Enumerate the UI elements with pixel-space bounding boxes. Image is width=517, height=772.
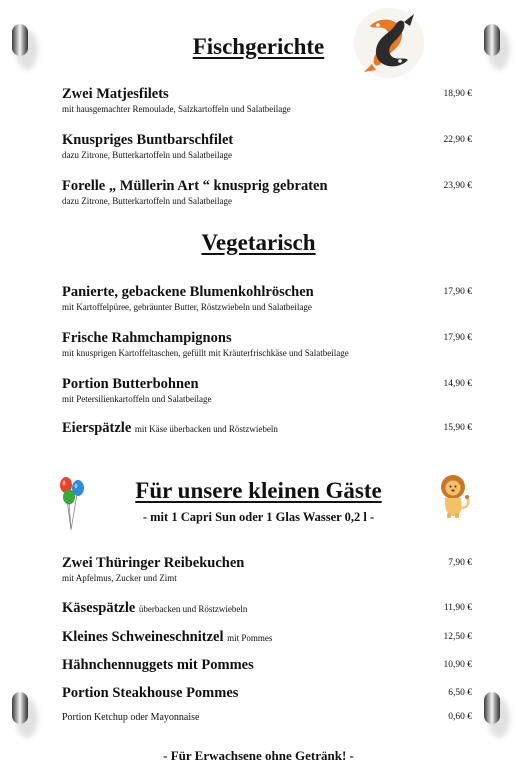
menu-item [62, 132, 472, 161]
menu-item [62, 657, 472, 674]
item-name: Hähnchennuggets mit Pommes [62, 657, 254, 673]
item-desc: mit knusprigen Kartoffeltaschen, gefüllt mit Kräuterfrischkäse und Salatbeilage [62, 348, 349, 358]
item-name: Kleines Schweineschnitzel [62, 629, 224, 645]
menu-item [62, 284, 472, 313]
menu-item [62, 178, 472, 207]
item-price: 18,90 € [443, 89, 472, 99]
item-price: 7,90 € [448, 558, 472, 568]
item-price: 23,90 € [443, 181, 472, 191]
menu-item [62, 629, 472, 647]
menu-item [62, 376, 472, 405]
item-desc: dazu Zitrone, Butterkartoffeln und Salatbeilage [62, 150, 233, 160]
item-desc: mit Petersilienkartoffeln und Salatbeilage [62, 394, 212, 404]
item-name: Zwei Thüringer Reibekuchen [62, 555, 245, 571]
item-desc: mit Käse überbacken und Röstzwiebeln [134, 424, 278, 434]
menu-item [62, 685, 472, 702]
menu-item [62, 330, 472, 359]
item-price: 12,50 € [443, 632, 472, 642]
section-subtitle-kids: - mit 1 Capri Sun oder 1 Glas Wasser 0,2 l - [142, 510, 375, 524]
item-desc: dazu Zitrone, Butterkartoffeln und Salatbeilage [62, 196, 233, 206]
item-name: Forelle „ Müllerin Art “ knusprig gebraten [62, 178, 328, 194]
menu-item [62, 420, 472, 438]
section-title-veg: Vegetarisch [201, 230, 316, 255]
item-name: Knuspriges Buntbarschfilet [62, 132, 234, 148]
pushpin-icon [484, 692, 502, 726]
item-price: 17,90 € [443, 333, 472, 343]
item-price: 0,60 € [448, 712, 472, 722]
item-name: Portion Steakhouse Pommes [62, 685, 239, 701]
section-title-fish: Fischgerichte [192, 34, 325, 59]
item-name: Portion Butterbohnen [62, 376, 199, 392]
item-name: Eierspätzle [62, 420, 132, 436]
item-name: Frische Rahmchampignons [62, 330, 232, 346]
item-price: 6,50 € [448, 688, 472, 698]
item-price: 10,90 € [443, 660, 472, 670]
item-name: Panierte, gebackene Blumenkohlröschen [62, 284, 314, 300]
item-price: 17,90 € [443, 287, 472, 297]
item-name: Zwei Matjesfilets [62, 86, 169, 102]
item-desc: mit Apfelmus, Zucker und Zimt [62, 573, 177, 583]
item-price: 22,90 € [443, 135, 472, 145]
item-price: 11,90 € [443, 603, 472, 613]
pushpin-icon [12, 692, 30, 726]
item-desc: mit Pommes [227, 633, 273, 643]
item-desc: mit Kartoffelpüree, gebräunter Butter, Röstzwiebeln und Salatbeilage [62, 302, 312, 312]
menu-item [62, 555, 472, 584]
item-desc: mit hausgemachter Remoulade, Salzkartoffeln und Salatbeilage [62, 104, 291, 114]
item-name: Käsespätzle [62, 600, 136, 616]
menu-item [62, 86, 472, 115]
item-desc: überbacken und Röstzwiebeln [138, 604, 248, 614]
item-name: Portion Ketchup oder Mayonnaise [62, 712, 200, 723]
menu-item [62, 712, 472, 723]
item-price: 15,90 € [443, 423, 472, 433]
section-title-kids: Für unsere kleinen Gäste [135, 478, 382, 503]
menu-item [62, 600, 472, 618]
footer-note: - Für Erwachsene ohne Getränk! - [163, 748, 354, 763]
item-price: 14,90 € [443, 379, 472, 389]
